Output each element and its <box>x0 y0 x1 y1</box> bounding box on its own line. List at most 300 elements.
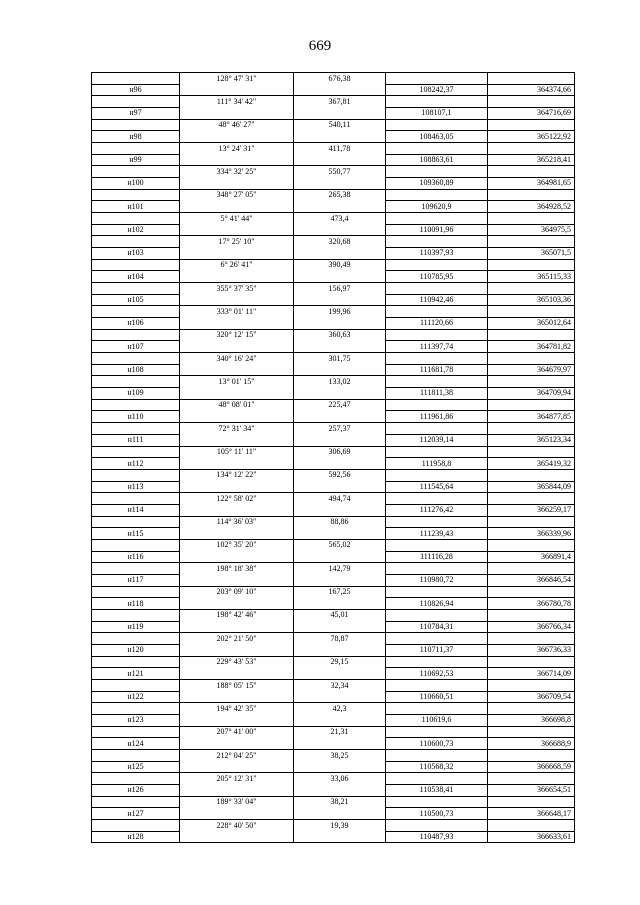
segment-length: 32,34 <box>294 679 386 691</box>
point-row <box>92 154 575 166</box>
direction-angle: 333° 01' 11" <box>180 306 294 318</box>
empty-cell <box>386 749 488 761</box>
y-coordinate: 366339,96 <box>488 528 575 540</box>
empty-cell <box>92 96 180 108</box>
segment-length: 411,78 <box>294 143 386 155</box>
empty-cell <box>488 329 575 341</box>
empty-cell <box>488 236 575 248</box>
page-number: 669 <box>308 38 332 54</box>
empty-cell <box>294 621 386 633</box>
empty-cell <box>294 808 386 820</box>
x-coordinate: 110785,95 <box>386 271 488 283</box>
empty-cell <box>180 668 294 680</box>
empty-cell <box>294 458 386 470</box>
empty-cell <box>488 143 575 155</box>
y-coordinate: 366709,54 <box>488 691 575 703</box>
point-name: н98 <box>92 131 180 143</box>
segment-row <box>92 539 575 551</box>
x-coordinate: 110660,51 <box>386 691 488 703</box>
y-coordinate: 365419,32 <box>488 458 575 470</box>
empty-cell <box>488 820 575 832</box>
empty-cell <box>92 283 180 295</box>
x-coordinate: 111961,86 <box>386 411 488 423</box>
empty-cell <box>488 516 575 528</box>
empty-cell <box>386 773 488 785</box>
empty-cell <box>386 820 488 832</box>
direction-angle: 134° 12' 22" <box>180 469 294 481</box>
empty-cell <box>488 213 575 225</box>
empty-cell <box>180 178 294 190</box>
point-row <box>92 178 575 190</box>
empty-cell <box>488 749 575 761</box>
point-row <box>92 808 575 820</box>
empty-cell <box>488 423 575 435</box>
empty-cell <box>180 551 294 563</box>
empty-cell <box>294 108 386 120</box>
empty-cell <box>488 679 575 691</box>
point-row <box>92 341 575 353</box>
segment-length: 360,63 <box>294 329 386 341</box>
empty-cell <box>386 376 488 388</box>
y-coordinate: 365122,92 <box>488 131 575 143</box>
empty-cell <box>180 224 294 236</box>
y-coordinate: 366648,17 <box>488 808 575 820</box>
segment-row <box>92 726 575 738</box>
y-coordinate: 365012,64 <box>488 318 575 330</box>
segment-length: 38,25 <box>294 749 386 761</box>
point-row <box>92 504 575 516</box>
empty-cell <box>386 73 488 85</box>
x-coordinate: 111397,74 <box>386 341 488 353</box>
empty-cell <box>92 353 180 365</box>
direction-angle: 102° 35' 20" <box>180 539 294 551</box>
empty-cell <box>386 259 488 271</box>
segment-row <box>92 469 575 481</box>
segment-length: 257,37 <box>294 423 386 435</box>
empty-cell <box>92 166 180 178</box>
point-name: н124 <box>92 738 180 750</box>
empty-cell <box>488 563 575 575</box>
empty-cell <box>488 469 575 481</box>
empty-cell <box>180 271 294 283</box>
x-coordinate: 108242,37 <box>386 84 488 96</box>
x-coordinate: 111120,66 <box>386 318 488 330</box>
empty-cell <box>488 633 575 645</box>
y-coordinate: 366736,33 <box>488 644 575 656</box>
empty-cell <box>294 271 386 283</box>
empty-cell <box>180 318 294 330</box>
y-coordinate: 365123,34 <box>488 434 575 446</box>
empty-cell <box>180 201 294 213</box>
empty-cell <box>488 539 575 551</box>
point-name: н126 <box>92 784 180 796</box>
point-name: н113 <box>92 481 180 493</box>
empty-cell <box>180 504 294 516</box>
empty-cell <box>180 294 294 306</box>
coordinates-table <box>91 72 575 843</box>
y-coordinate: 366714,09 <box>488 668 575 680</box>
segment-row <box>92 493 575 505</box>
point-row <box>92 108 575 120</box>
x-coordinate: 108107,1 <box>386 108 488 120</box>
point-name: н120 <box>92 644 180 656</box>
y-coordinate: 364374,66 <box>488 84 575 96</box>
point-name: н128 <box>92 831 180 843</box>
empty-cell <box>386 726 488 738</box>
y-coordinate: 364877,85 <box>488 411 575 423</box>
x-coordinate: 112039,14 <box>386 434 488 446</box>
segment-row <box>92 306 575 318</box>
empty-cell <box>488 703 575 715</box>
segment-length: 142,79 <box>294 563 386 575</box>
empty-cell <box>386 516 488 528</box>
empty-cell <box>386 329 488 341</box>
direction-angle: 114° 36' 03" <box>180 516 294 528</box>
segment-length: 592,56 <box>294 469 386 481</box>
x-coordinate: 111681,78 <box>386 364 488 376</box>
empty-cell <box>294 598 386 610</box>
point-row <box>92 271 575 283</box>
y-coordinate: 366766,34 <box>488 621 575 633</box>
x-coordinate: 110568,32 <box>386 761 488 773</box>
direction-angle: 348° 27' 05" <box>180 189 294 201</box>
empty-cell <box>180 364 294 376</box>
empty-cell <box>180 621 294 633</box>
x-coordinate: 110397,93 <box>386 248 488 260</box>
empty-cell <box>488 399 575 411</box>
segment-length: 494,74 <box>294 493 386 505</box>
empty-cell <box>294 224 386 236</box>
point-name: н105 <box>92 294 180 306</box>
segment-length: 42,3 <box>294 703 386 715</box>
y-coordinate: 365071,5 <box>488 248 575 260</box>
empty-cell <box>294 784 386 796</box>
empty-cell <box>488 166 575 178</box>
empty-cell <box>92 679 180 691</box>
segment-length: 265,38 <box>294 189 386 201</box>
empty-cell <box>180 528 294 540</box>
empty-cell <box>386 796 488 808</box>
direction-angle: 228° 40' 50" <box>180 820 294 832</box>
empty-cell <box>180 831 294 843</box>
segment-row <box>92 399 575 411</box>
empty-cell <box>92 493 180 505</box>
empty-cell <box>386 189 488 201</box>
segment-length: 225,47 <box>294 399 386 411</box>
empty-cell <box>488 586 575 598</box>
x-coordinate: 110784,31 <box>386 621 488 633</box>
y-coordinate: 366891,4 <box>488 551 575 563</box>
direction-angle: 128° 47' 31" <box>180 73 294 85</box>
empty-cell <box>294 411 386 423</box>
empty-cell <box>180 761 294 773</box>
x-coordinate: 110692,53 <box>386 668 488 680</box>
segment-row <box>92 73 575 85</box>
x-coordinate: 111276,42 <box>386 504 488 516</box>
empty-cell <box>488 96 575 108</box>
empty-cell <box>92 376 180 388</box>
empty-cell <box>92 306 180 318</box>
direction-angle: 5° 41' 44" <box>180 213 294 225</box>
segment-length: 33,06 <box>294 773 386 785</box>
empty-cell <box>488 119 575 131</box>
empty-cell <box>180 388 294 400</box>
direction-angle: 105° 11' 11" <box>180 446 294 458</box>
empty-cell <box>488 656 575 668</box>
empty-cell <box>180 154 294 166</box>
empty-cell <box>488 446 575 458</box>
empty-cell <box>180 84 294 96</box>
point-row <box>92 294 575 306</box>
empty-cell <box>386 119 488 131</box>
empty-cell <box>294 154 386 166</box>
segment-length: 156,97 <box>294 283 386 295</box>
point-row <box>92 248 575 260</box>
point-row <box>92 551 575 563</box>
point-row <box>92 621 575 633</box>
direction-angle: 194° 42' 35" <box>180 703 294 715</box>
point-name: н102 <box>92 224 180 236</box>
x-coordinate: 111958,8 <box>386 458 488 470</box>
empty-cell <box>180 808 294 820</box>
empty-cell <box>180 691 294 703</box>
empty-cell <box>92 749 180 761</box>
segment-row <box>92 749 575 761</box>
segment-row <box>92 329 575 341</box>
point-row <box>92 434 575 446</box>
empty-cell <box>92 469 180 481</box>
empty-cell <box>92 633 180 645</box>
segment-row <box>92 353 575 365</box>
x-coordinate: 110942,46 <box>386 294 488 306</box>
empty-cell <box>386 213 488 225</box>
y-coordinate: 365103,36 <box>488 294 575 306</box>
empty-cell <box>92 656 180 668</box>
empty-cell <box>294 318 386 330</box>
direction-angle: 72° 31' 34" <box>180 423 294 435</box>
segment-length: 320,68 <box>294 236 386 248</box>
x-coordinate: 110487,93 <box>386 831 488 843</box>
empty-cell <box>92 586 180 598</box>
y-coordinate: 366633,61 <box>488 831 575 843</box>
point-row <box>92 364 575 376</box>
empty-cell <box>180 784 294 796</box>
empty-cell <box>294 388 386 400</box>
empty-cell <box>294 831 386 843</box>
segment-length: 367,81 <box>294 96 386 108</box>
point-row <box>92 738 575 750</box>
empty-cell <box>180 108 294 120</box>
empty-cell <box>180 434 294 446</box>
empty-cell <box>294 341 386 353</box>
point-row <box>92 644 575 656</box>
empty-cell <box>386 586 488 598</box>
direction-angle: 13° 01' 15" <box>180 376 294 388</box>
segment-row <box>92 633 575 645</box>
point-name: н116 <box>92 551 180 563</box>
segment-row <box>92 586 575 598</box>
segment-length: 45,01 <box>294 609 386 621</box>
point-name: н96 <box>92 84 180 96</box>
x-coordinate: 110538,41 <box>386 784 488 796</box>
point-name: н112 <box>92 458 180 470</box>
point-name: н127 <box>92 808 180 820</box>
y-coordinate: 364981,65 <box>488 178 575 190</box>
point-name: н125 <box>92 761 180 773</box>
empty-cell <box>294 644 386 656</box>
y-coordinate: 365218,41 <box>488 154 575 166</box>
point-row <box>92 318 575 330</box>
segment-row <box>92 213 575 225</box>
x-coordinate: 108463,05 <box>386 131 488 143</box>
point-row <box>92 691 575 703</box>
empty-cell <box>92 119 180 131</box>
segment-row <box>92 516 575 528</box>
empty-cell <box>386 446 488 458</box>
empty-cell <box>488 493 575 505</box>
x-coordinate: 111811,38 <box>386 388 488 400</box>
segment-row <box>92 446 575 458</box>
segment-length: 133,02 <box>294 376 386 388</box>
x-coordinate: 111239,43 <box>386 528 488 540</box>
x-coordinate: 109360,89 <box>386 178 488 190</box>
empty-cell <box>386 143 488 155</box>
point-name: н107 <box>92 341 180 353</box>
segment-length: 301,75 <box>294 353 386 365</box>
empty-cell <box>180 738 294 750</box>
segment-length: 88,86 <box>294 516 386 528</box>
empty-cell <box>294 481 386 493</box>
point-row <box>92 411 575 423</box>
point-name: н100 <box>92 178 180 190</box>
empty-cell <box>488 609 575 621</box>
segment-length: 540,11 <box>294 119 386 131</box>
segment-length: 550,77 <box>294 166 386 178</box>
direction-angle: 355° 37' 35" <box>180 283 294 295</box>
segment-row <box>92 563 575 575</box>
segment-length: 306,69 <box>294 446 386 458</box>
segment-length: 19,39 <box>294 820 386 832</box>
empty-cell <box>488 259 575 271</box>
point-name: н99 <box>92 154 180 166</box>
empty-cell <box>386 493 488 505</box>
direction-angle: 48° 46' 27" <box>180 119 294 131</box>
empty-cell <box>294 364 386 376</box>
y-coordinate: 366698,8 <box>488 714 575 726</box>
empty-cell <box>488 306 575 318</box>
empty-cell <box>92 539 180 551</box>
empty-cell <box>92 236 180 248</box>
empty-cell <box>92 143 180 155</box>
segment-row <box>92 259 575 271</box>
segment-length: 21,31 <box>294 726 386 738</box>
empty-cell <box>180 644 294 656</box>
empty-cell <box>488 353 575 365</box>
empty-cell <box>92 189 180 201</box>
segment-length: 676,38 <box>294 73 386 85</box>
y-coordinate: 364716,69 <box>488 108 575 120</box>
y-coordinate: 364709,94 <box>488 388 575 400</box>
empty-cell <box>180 574 294 586</box>
segment-length: 38,21 <box>294 796 386 808</box>
point-name: н123 <box>92 714 180 726</box>
empty-cell <box>294 528 386 540</box>
point-name: н110 <box>92 411 180 423</box>
empty-cell <box>386 539 488 551</box>
point-row <box>92 481 575 493</box>
empty-cell <box>294 434 386 446</box>
empty-cell <box>386 423 488 435</box>
direction-angle: 229° 43' 53" <box>180 656 294 668</box>
y-coordinate: 364679,97 <box>488 364 575 376</box>
direction-angle: 203° 09' 10" <box>180 586 294 598</box>
point-name: н101 <box>92 201 180 213</box>
empty-cell <box>386 306 488 318</box>
empty-cell <box>294 248 386 260</box>
x-coordinate: 111545,64 <box>386 481 488 493</box>
y-coordinate: 364928,52 <box>488 201 575 213</box>
empty-cell <box>488 726 575 738</box>
direction-angle: 207° 41' 00" <box>180 726 294 738</box>
segment-row <box>92 423 575 435</box>
direction-angle: 48° 08' 01" <box>180 399 294 411</box>
segment-row <box>92 609 575 621</box>
segment-row <box>92 656 575 668</box>
direction-angle: 320° 12' 15" <box>180 329 294 341</box>
segment-length: 390,49 <box>294 259 386 271</box>
empty-cell <box>386 166 488 178</box>
y-coordinate: 366780,78 <box>488 598 575 610</box>
point-name: н118 <box>92 598 180 610</box>
x-coordinate: 108863,61 <box>386 154 488 166</box>
empty-cell <box>180 481 294 493</box>
x-coordinate: 109620,9 <box>386 201 488 213</box>
empty-cell <box>386 353 488 365</box>
segment-row <box>92 96 575 108</box>
empty-cell <box>180 714 294 726</box>
segment-length: 167,25 <box>294 586 386 598</box>
point-row <box>92 574 575 586</box>
table-body <box>92 73 575 843</box>
empty-cell <box>180 411 294 423</box>
point-row <box>92 201 575 213</box>
point-name: н121 <box>92 668 180 680</box>
empty-cell <box>92 609 180 621</box>
point-name: н109 <box>92 388 180 400</box>
empty-cell <box>180 341 294 353</box>
direction-angle: 17° 25' 10" <box>180 236 294 248</box>
segment-length: 199,96 <box>294 306 386 318</box>
empty-cell <box>294 668 386 680</box>
segment-row <box>92 143 575 155</box>
point-name: н106 <box>92 318 180 330</box>
point-row <box>92 458 575 470</box>
empty-cell <box>180 458 294 470</box>
y-coordinate: 366259,17 <box>488 504 575 516</box>
direction-angle: 340° 16' 24" <box>180 353 294 365</box>
point-row <box>92 388 575 400</box>
point-name: н117 <box>92 574 180 586</box>
empty-cell <box>386 96 488 108</box>
segment-length: 29,15 <box>294 656 386 668</box>
empty-cell <box>386 283 488 295</box>
segment-row <box>92 773 575 785</box>
point-name: н104 <box>92 271 180 283</box>
point-name: н119 <box>92 621 180 633</box>
empty-cell <box>294 294 386 306</box>
empty-cell <box>294 84 386 96</box>
empty-cell <box>386 236 488 248</box>
